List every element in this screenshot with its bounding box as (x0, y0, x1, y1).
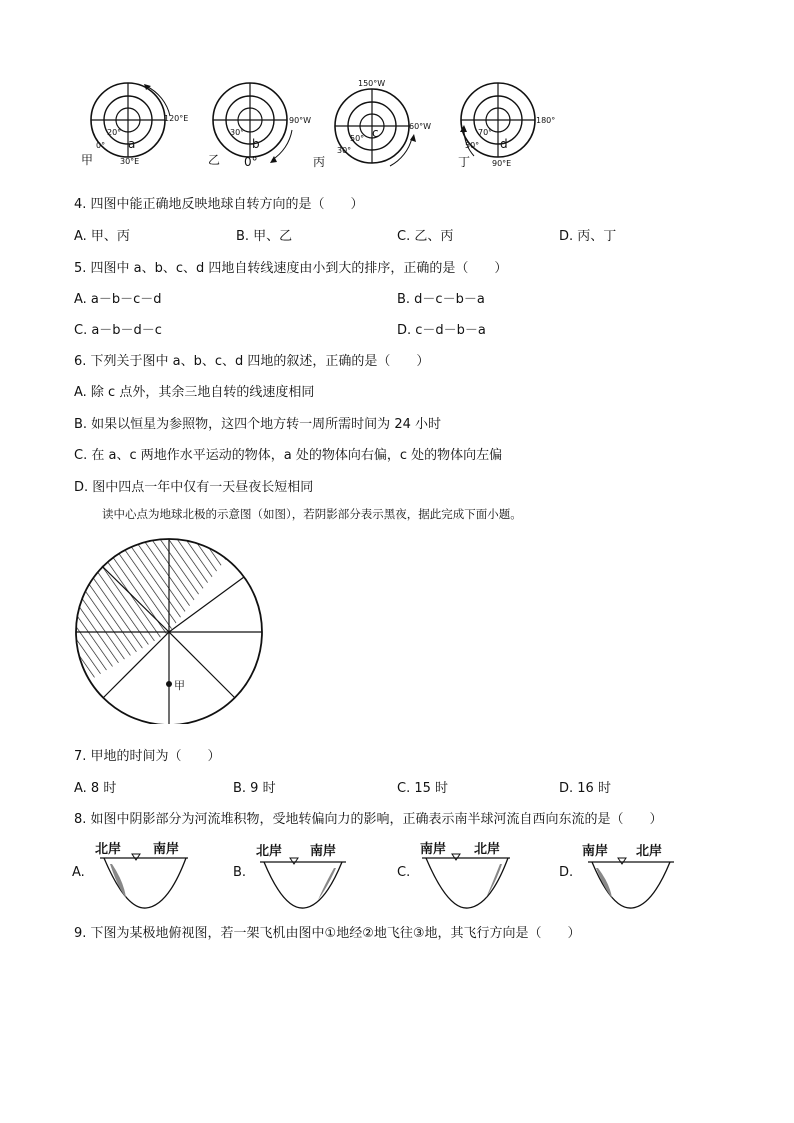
q8-option-c-left-bank: 南岸 (420, 842, 447, 857)
q4-option-c[interactable]: C. 乙、丙 (397, 229, 454, 244)
fig-yi-point: b (252, 137, 260, 151)
north-pole-diagram (72, 536, 268, 724)
q8-option-a-left-bank: 北岸 (95, 842, 122, 857)
q7-option-d[interactable]: D. 16 时 (559, 781, 611, 796)
fig-bing-label-3: 50° (350, 134, 365, 143)
q7-option-a[interactable]: A. 8 时 (74, 781, 117, 796)
fig-yi-label-1: 30° (230, 128, 245, 137)
polar-figure-bing (332, 86, 432, 176)
fig-jia-label-3: 30°E (120, 157, 140, 166)
q8-option-a-right-bank: 南岸 (153, 842, 180, 857)
q4-option-b[interactable]: B. 甲、乙 (236, 229, 293, 244)
q5-option-d[interactable]: D. c－d－b－a (397, 323, 486, 338)
question-5-stem: 5. 四图中 a、b、c、d 四地自转线速度由小到大的排序，正确的是（ ） (74, 261, 508, 276)
fig-yi-label-3: 0° (244, 155, 258, 169)
fig-yi-label-2: 90°W (289, 116, 312, 125)
fig-jia-label-4: 120°E (164, 114, 189, 123)
q8-option-b-right-bank: 南岸 (310, 844, 337, 859)
question-7-stem: 7. 甲地的时间为（ ） (74, 749, 221, 764)
fig-bing-name: 丙 (313, 155, 326, 169)
fig-ding-point: d (500, 137, 508, 151)
q8-option-d-left-bank: 南岸 (582, 844, 609, 859)
q4-option-a[interactable]: A. 甲、丙 (74, 229, 130, 244)
q8-option-b-channel (258, 856, 348, 912)
q8-option-c-letter: C. (397, 865, 411, 880)
fig-jia-point: a (128, 137, 136, 151)
polar-point-label: 甲 (174, 679, 185, 692)
q8-option-d-letter: D. (559, 865, 574, 880)
q8-option-b-letter: B. (233, 865, 247, 880)
q8-option-a-letter: A. (72, 865, 85, 880)
fig-bing-point: c (372, 126, 379, 140)
fig-yi-name: 乙 (208, 153, 221, 167)
fig-jia-label-2: 0° (96, 141, 106, 150)
q5-option-b[interactable]: B. d－c－b－a (397, 292, 485, 307)
q7-option-c[interactable]: C. 15 时 (397, 781, 449, 796)
q6-option-a[interactable]: A. 除 c 点外，其余三地自转的线速度相同 (74, 385, 315, 400)
q6-option-d[interactable]: D. 图中四点一年中仅有一天昼夜长短相同 (74, 480, 314, 495)
q8-option-c-channel (420, 852, 512, 912)
fig-ding-name: 丁 (458, 155, 471, 169)
q8-option-d-right-bank: 北岸 (636, 844, 663, 859)
question-9-stem: 9. 下图为某极地俯视图，若一架飞机由图中①地经②地飞往③地，其飞行方向是（ ） (74, 926, 581, 941)
q7-option-b[interactable]: B. 9 时 (233, 781, 276, 796)
question-8-stem: 8. 如图中阴影部分为河流堆积物，受地转偏向力的影响，正确表示南半球河流自西向东流的是（ ） (74, 812, 663, 827)
fig-ding-label-3: 50° (465, 141, 480, 150)
question-4-stem: 4. 四图中能正确地反映地球自转方向的是（ ） (74, 197, 364, 212)
q4-option-d[interactable]: D. 丙、丁 (559, 229, 617, 244)
q6-option-b[interactable]: B. 如果以恒星为参照物，这四个地方转一周所需时间为 24 小时 (74, 417, 441, 432)
polar-figure-yi (212, 80, 312, 170)
fig-jia-label-1: 20° (107, 128, 122, 137)
q8-option-d-channel (586, 856, 676, 912)
fig-bing-label-1: 150°W (358, 79, 386, 88)
fig-jia-name: 甲 (81, 153, 94, 167)
fig-bing-label-4: 30° (337, 146, 352, 155)
reading-intro: 读中心点为地球北极的示意图（如图），若阴影部分表示黑夜，据此完成下面小题。 (102, 507, 522, 521)
q8-option-b-left-bank: 北岸 (256, 844, 283, 859)
q5-option-c[interactable]: C. a－b－d－c (74, 323, 162, 338)
fig-ding-label-4: 90°E (492, 159, 512, 168)
fig-ding-label-1: 70° (478, 128, 493, 137)
q8-option-c-right-bank: 北岸 (474, 842, 501, 857)
q5-option-a[interactable]: A. a－b－c－d (74, 292, 162, 307)
q8-option-a-channel (98, 852, 190, 912)
question-6-stem: 6. 下列关于图中 a、b、c、d 四地的叙述，正确的是（ ） (74, 354, 430, 369)
fig-bing-label-2: 60°W (409, 122, 432, 131)
fig-ding-label-2: 180° (536, 116, 556, 125)
q6-option-c[interactable]: C. 在 a、c 两地作水平运动的物体，a 处的物体向右偏，c 处的物体向左偏 (74, 448, 503, 463)
